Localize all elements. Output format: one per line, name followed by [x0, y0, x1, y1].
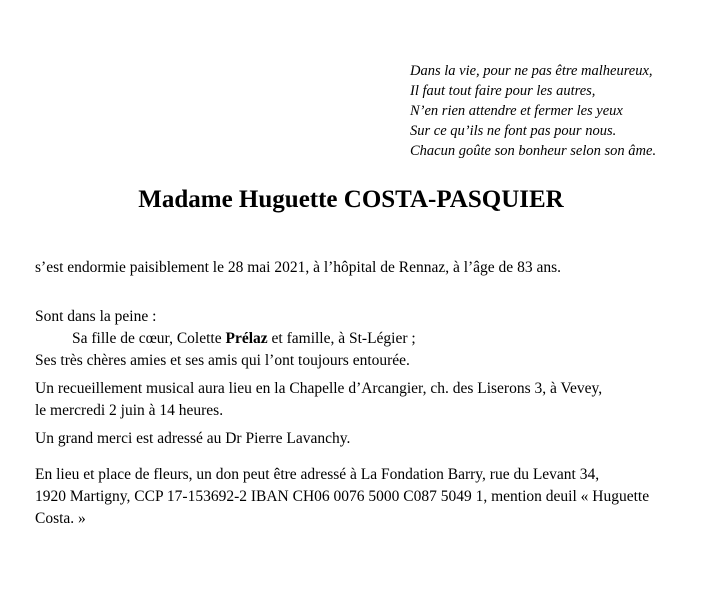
mourner-daughter-surname: Prélaz	[225, 330, 268, 347]
ceremony-line-1: Un recueillement musical aura lieu en la Chapelle d’Arcangier, ch. des Liserons 3, à Vevey,	[35, 380, 603, 397]
ceremony-details	[35, 378, 602, 422]
death-announcement	[35, 257, 561, 279]
deceased-name-title: Madame Huguette COSTA-PASQUIER	[138, 186, 564, 213]
epigraph-line: Chacun goûte son bonheur selon son âme.	[410, 143, 657, 159]
donation-instructions	[35, 464, 649, 530]
death-announcement-text: s’est endormie paisiblement le 28 mai 2021, à l’hôpital de Rennaz, à l’âge de 83 ans.	[35, 259, 561, 276]
epigraph-line: Dans la vie, pour ne pas être malheureux,	[410, 63, 653, 79]
epigraph-quote	[410, 61, 690, 161]
donation-line-3: Costa. »	[35, 510, 86, 527]
mourner-friends-line: Ses très chères amies et ses amis qui l’ont toujours entourée.	[35, 352, 410, 369]
epigraph-line: N’en rien attendre et fermer les yeux	[410, 103, 623, 119]
epigraph-line: Sur ce qu’ils ne font pas pour nous.	[410, 123, 617, 139]
mourner-daughter-suffix: et famille, à St-Légier ;	[267, 330, 416, 347]
donation-line-2: 1920 Martigny, CCP 17-153692-2 IBAN CH06 0076 5000 C087 5049 1, mention deuil « Huguette	[35, 488, 650, 505]
donation-line-1: En lieu et place de fleurs, un don peut être adressé à La Fondation Barry, rue du Levant 34,	[35, 466, 600, 483]
ceremony-line-2: le mercredi 2 juin à 14 heures.	[35, 402, 224, 419]
thanks-text: Un grand merci est adressé au Dr Pierre Lavanchy.	[35, 430, 351, 447]
mourners-heading: Sont dans la peine :	[35, 308, 157, 325]
mourner-daughter-prefix: Sa fille de cœur, Colette	[72, 330, 226, 347]
mourner-daughter-line	[35, 328, 416, 350]
thanks-note	[35, 428, 350, 450]
mourners-section	[35, 306, 416, 372]
epigraph-line: Il faut tout faire pour les autres,	[410, 83, 596, 99]
